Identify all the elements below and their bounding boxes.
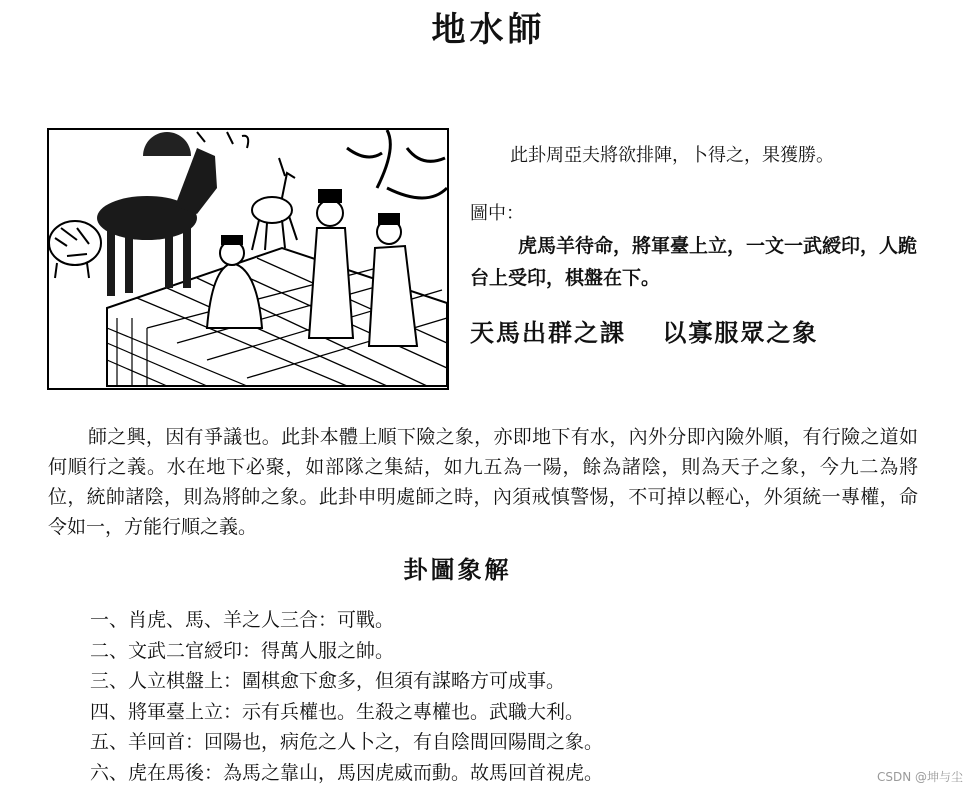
woodcut-illustration	[47, 128, 449, 390]
body-paragraph: 師之興，因有爭議也。此卦本體上順下險之象，亦即地下有水，內外分即內險外順，有行險之道如何順行之義。水在地下必聚，如部隊之集結，如九五為一陽，餘為諸陰，則為天子之象，今九二為將位，統帥諸陰，則為將帥之象。此卦申明處師之時，內須戒慎警惕，不可掉以輕心，外須統一專權，命令如一，方能行順之義。	[48, 426, 918, 538]
watermark: CSDN @坤与尘	[876, 770, 963, 784]
interpretation-list	[90, 605, 603, 788]
list-item: 六、虎在馬後：為馬之靠山，馬因虎威而動。故馬回首視虎。	[90, 761, 604, 784]
list-item: 四、將軍臺上立：示有兵權也。生殺之專權也。武職大利。	[90, 700, 585, 723]
list-item: 二、文武二官綬印：得萬人服之帥。	[90, 639, 395, 662]
list-item: 三、人立棋盤上：圍棋愈下愈多，但須有謀略方可成事。	[90, 670, 566, 692]
section-title: 卦圖象解	[403, 555, 512, 584]
figure-description: 虎馬羊待命，將軍臺上立，一文一武綬印，人跪台上受印，棋盤在下。	[470, 235, 918, 289]
list-item: 一、肖虎、馬、羊之人三合：可戰。	[90, 609, 395, 631]
intro-text: 此卦周亞夫將欲排陣，卜得之，果獲勝。	[510, 145, 834, 166]
hexagram-motto: 天馬出群之課 以寡服眾之象	[470, 318, 819, 347]
page-title: 地水師	[431, 10, 546, 50]
figure-label: 圖中：	[470, 203, 524, 224]
list-item: 五、羊回首：回陽也，病危之人卜之，有自陰間回陽間之象。	[90, 731, 604, 753]
